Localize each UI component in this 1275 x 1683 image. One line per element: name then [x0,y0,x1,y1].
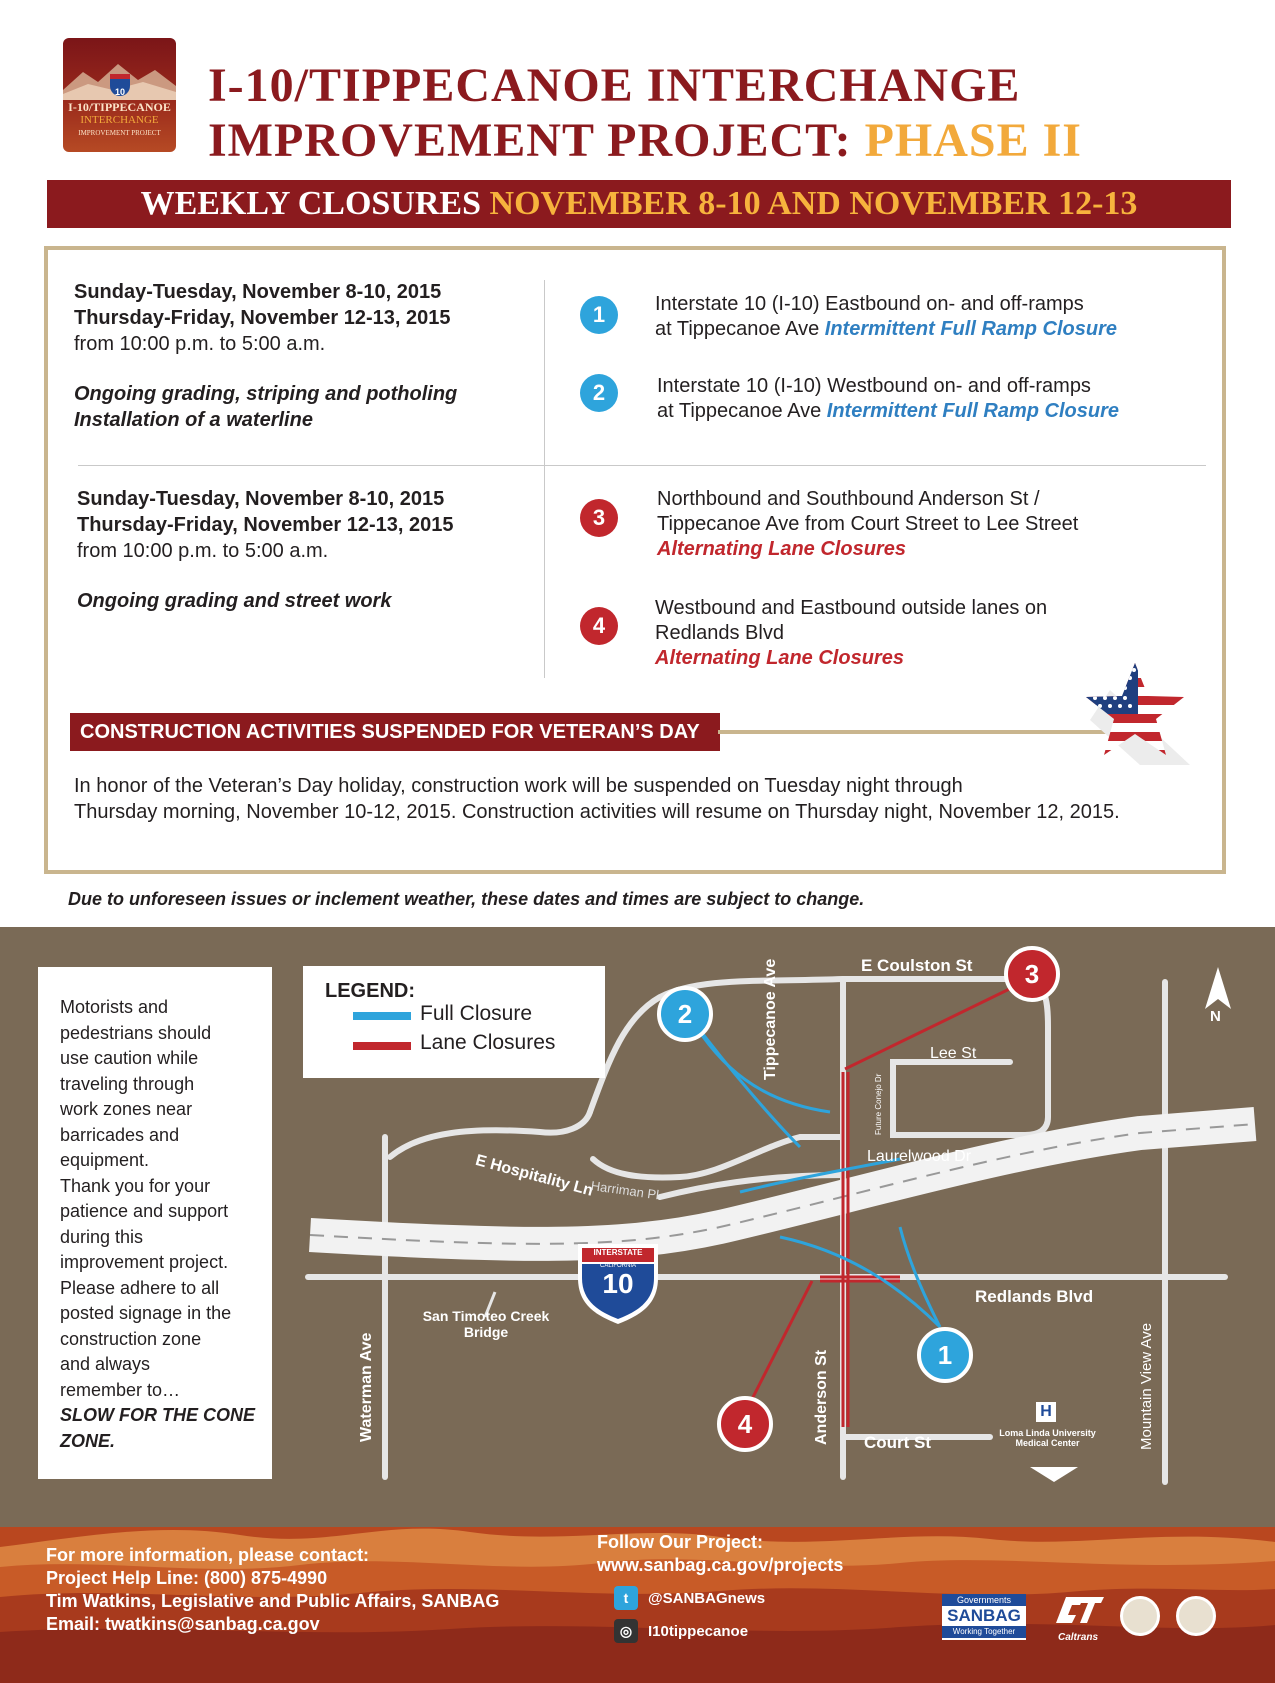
veterans-rule [718,730,1123,734]
contact-email[interactable]: Email: twatkins@sanbag.ca.gov [46,1614,320,1634]
hospital-direction-arrow [1030,1467,1078,1482]
note-line: barricades and [60,1124,180,1145]
county-seal-icon [1120,1596,1160,1636]
project-logo [63,38,176,152]
project-url-link[interactable]: www.sanbag.ca.gov/projects [597,1555,844,1575]
contact-person: Tim Watkins, Legislative and Public Affairs, SANBAG [46,1591,500,1611]
north-label: N [1210,1008,1221,1025]
logo-line-3: IMPROVEMENT PROJECT [78,129,161,137]
city-seal-icon [1176,1596,1216,1636]
safety-note-panel [38,967,272,1479]
marker-4-leader [748,1281,812,1407]
caltrans-logo: Caltrans [1050,1593,1106,1641]
work-description-2: Installation of a waterline [74,409,313,431]
legend-title: LEGEND: [325,980,415,1002]
contact-heading: For more information, please contact: [46,1545,370,1565]
instagram-handle[interactable]: I10tippecanoe [648,1623,749,1640]
street-label-lee: Lee St [930,1045,977,1062]
caltrans-mark-icon [1050,1593,1106,1627]
note-line: remember to… [60,1379,181,1400]
street-label-mountain-view: Mountain View Ave [1138,1322,1155,1450]
work-description-1: Ongoing grading and street work [77,590,392,612]
note-line: Motorists and [60,997,169,1017]
sanbag-logo: Governments SANBAG Working Together [942,1594,1026,1640]
map-marker-label-4: 4 [737,1409,753,1439]
legend-lane-closure-label: Lane Closures [420,1031,556,1054]
street-label-redlands: Redlands Blvd [975,1287,1094,1306]
note-line: posted signage in the [60,1303,232,1323]
road-hospitality [390,1112,590,1157]
legend-full-closure-label: Full Closure [420,1002,533,1025]
note-line: improvement project. [60,1252,229,1272]
street-label-harriman: Harriman Pl [589,1178,660,1203]
street-label-court: Court St [864,1433,932,1452]
map-marker-label-2: 2 [677,999,693,1029]
schedule-time: from 10:00 p.m. to 5:00 a.m. [77,540,329,562]
schedule-date-1: Sunday-Tuesday, November 8-10, 2015 [77,488,445,510]
veterans-day-heading: CONSTRUCTION ACTIVITIES SUSPENDED FOR VETERAN’S DAY [70,713,720,751]
schedule-block-2 [77,486,453,614]
hospital-icon: H [1036,1402,1056,1422]
note-line: use caution while [60,1048,199,1068]
north-arrow-icon [1205,967,1231,1009]
map-marker-label-1: 1 [937,1340,953,1370]
street-label-waterman: Waterman Ave [358,1332,375,1442]
street-label-hospitality: E Hospitality Ln [473,1152,595,1200]
interstate-shield-icon: 10 [110,74,130,96]
schedule-disclaimer: Due to unforeseen issues or inclement weather, these dates and times are subject to change. [68,889,865,909]
closure-item-1: Interstate 10 (I-10) Eastbound on- and off-ramps at Tippecanoe Ave Intermittent Full Ramp Closure [655,293,1118,340]
road-harriman [593,1137,843,1177]
contact-info [46,1544,499,1636]
closure-marker-2: 2 [580,374,618,412]
closure-marker-4: 4 [580,607,618,645]
twitter-icon[interactable]: t [614,1586,638,1610]
note-line: pedestrians should [60,1022,212,1043]
schedule-date-2: Thursday-Friday, November 12-13, 2015 [77,514,454,536]
closure-type: Alternating Lane Closures [655,647,904,669]
note-line: Thank you for your [60,1175,211,1196]
note-line: Please adhere to all [60,1277,220,1298]
logo-line-1: I-10/TIPPECANOE [68,100,171,114]
closure-marker-1: 1 [580,296,618,334]
street-label-tippecanoe: Tippecanoe Ave [762,958,779,1080]
legend-full-closure-swatch [353,1012,411,1020]
veterans-day-text: In honor of the Veteran’s Day holiday, construction work will be suspended on Tuesday night through Thursday morning, November 10-12, 2015. Construction activities will resume on Thursday night, November 12, 2015. [74,775,1120,823]
closure-marker-3: 3 [580,499,618,537]
road-upper-curve [590,979,843,1112]
slow-for-cone-zone-2: ZONE. [60,1430,116,1451]
note-line: construction zone [60,1328,202,1349]
closure-type: Intermittent Full Ramp Closure [824,318,1118,340]
shield-top-text: INTERSTATE [593,1248,643,1257]
slow-for-cone-zone: SLOW FOR THE CONE [60,1405,255,1425]
schedule-date-1: Sunday-Tuesday, November 8-10, 2015 [74,281,442,303]
schedule-block-1 [74,279,457,433]
street-label-coulston: E Coulston St [861,956,973,975]
follow-project [597,1531,843,1577]
closure-item-4: Westbound and Eastbound outside lanes on Redlands Blvd Alternating Lane Closures [655,597,1048,669]
ramp-closure-wb-on [690,1017,800,1147]
legend-lane-closure-swatch [353,1042,411,1050]
work-description-1: Ongoing grading, striping and potholing [74,383,458,405]
map-legend [303,966,605,1078]
page-title-line-1: I-10/TIPPECANOE INTERCHANGE [208,59,1021,112]
contact-phone: Project Help Line: (800) 875-4990 [46,1568,328,1588]
row-divider [78,465,1206,466]
instagram-icon[interactable]: ◎ [614,1619,638,1643]
column-divider [544,280,545,678]
phase-highlight: PHASE II [864,114,1082,167]
shield-number: 10 [602,1268,634,1299]
map-marker-label-3: 3 [1024,959,1040,989]
flag-star-icon [1080,660,1190,765]
note-line: traveling through [60,1073,195,1094]
closure-item-2: Interstate 10 (I-10) Westbound on- and off-ramps at Tippecanoe Ave Intermittent Full Ramp Closure [657,375,1120,422]
page-title-line-2: IMPROVEMENT PROJECT: PHASE II [208,114,1082,167]
street-label-anderson: Anderson St [813,1349,830,1445]
note-line: during this [60,1226,144,1247]
shield-state-text: CALIFORNIA [599,1263,636,1269]
schedule-date-2: Thursday-Friday, November 12-13, 2015 [74,307,451,329]
closure-type: Intermittent Full Ramp Closure [826,400,1120,422]
note-line: equipment. [60,1150,150,1170]
banner-dates: NOVEMBER 8-10 AND NOVEMBER 12-13 [489,185,1138,222]
note-line: patience and support [60,1201,229,1221]
bridge-label: San Timoteo Creek Bridge [422,1308,550,1340]
closure-item-3: Northbound and Southbound Anderson St / Tippecanoe Ave from Court Street to Lee Street Alternating Lane Closures [657,488,1079,560]
weekly-closures-banner: WEEKLY CLOSURES NOVEMBER 8-10 AND NOVEMBER 12-13 [47,180,1231,228]
note-line: and always [60,1354,151,1374]
street-label-laurelwood: Laurelwood Dr [867,1148,972,1165]
schedule-time: from 10:00 p.m. to 5:00 a.m. [74,333,326,355]
twitter-handle[interactable]: @SANBAGnews [648,1590,766,1607]
logo-line-2: INTERCHANGE [80,114,159,126]
street-label-future-conejo: Future Conejo Dr [874,1073,883,1135]
follow-title: Follow Our Project: [597,1532,764,1552]
note-line: work zones near [60,1099,193,1119]
closure-type: Alternating Lane Closures [657,538,906,560]
hospital-label: Loma Linda University Medical Center [999,1428,1096,1448]
